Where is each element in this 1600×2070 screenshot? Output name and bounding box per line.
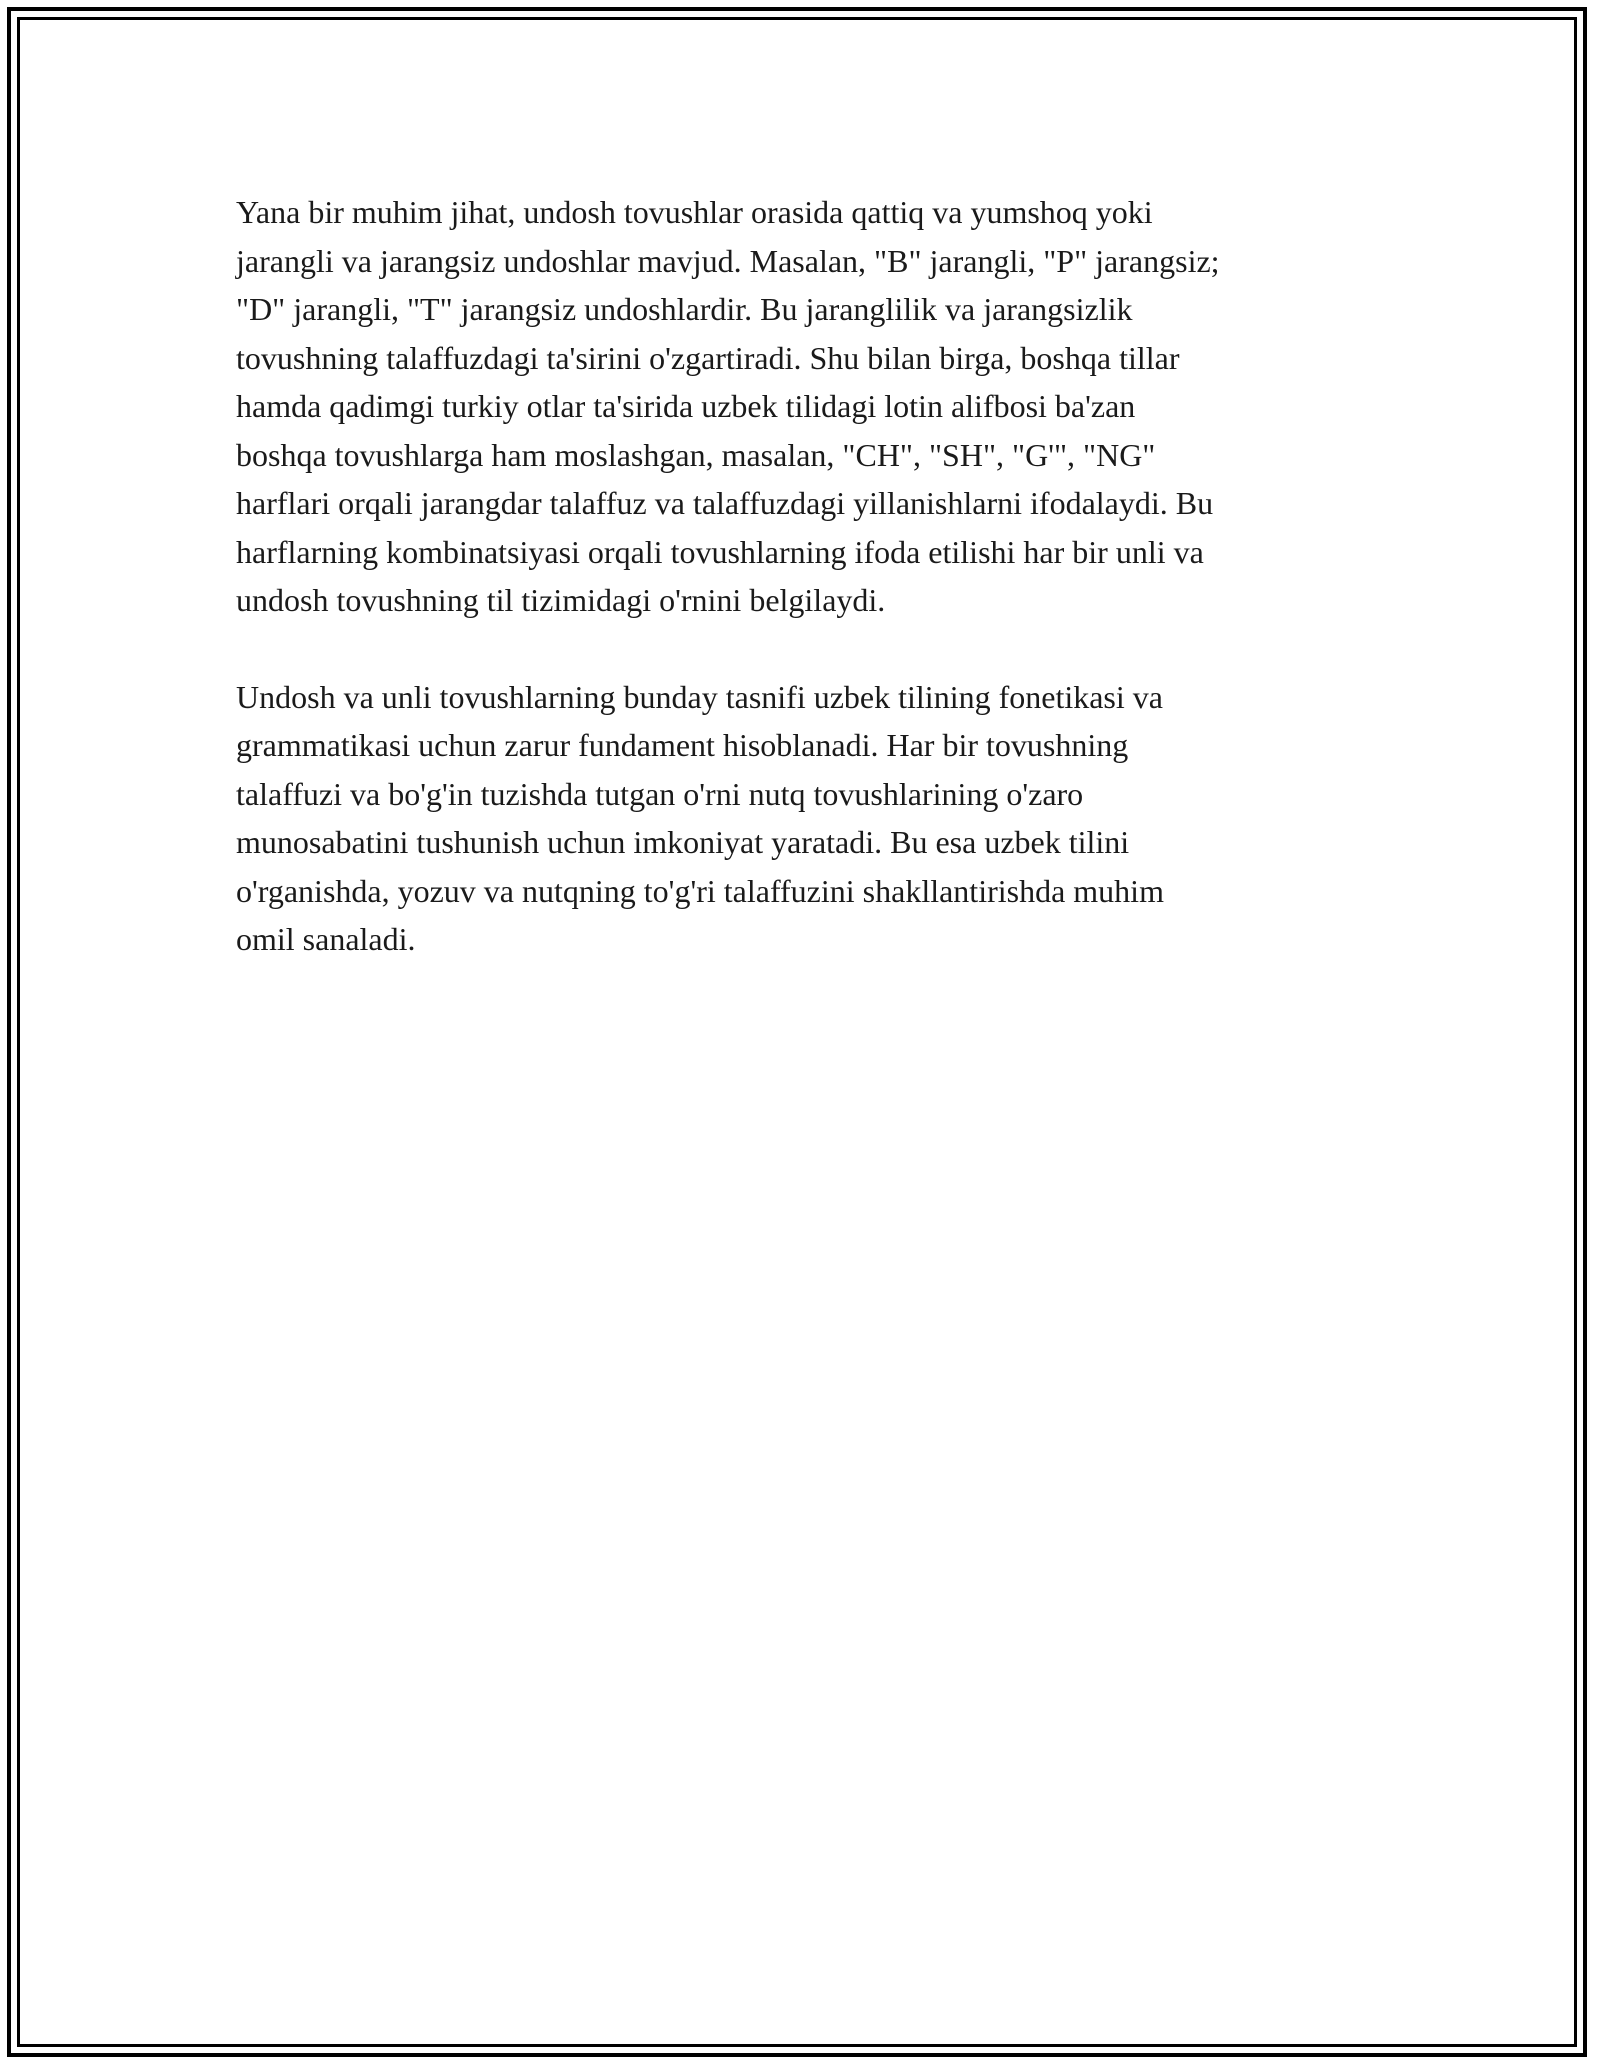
paragraph-1: Yana bir muhim jihat, undosh tovushlar orasida qattiq va yumshoq yoki jarangli va jarangsiz undoshlar mavjud. Masalan, "B" jarangli, "P" jarangsiz; "D" jarangli, "T" jarangsiz undoshlardir. Bu jaranglilik va jarangsizlik tovushning talaffuzdagi ta'sirini o'zgartiradi. Shu bilan birga, boshqa tillar hamda qadimgi turkiy otlar ta'sirida uzbek tilidagi lotin alifbosi ba'zan boshqa tovushlarga ham moslashgan, masalan, "CH", "SH", "G'", "NG" harflari orqali jarangdar talaffuz va talaffuzdagi yillanishlarni ifodalaydi. Bu harflarning kombinatsiyasi orqali tovushlarning ifoda etilishi har bir unli va undosh tovushning til tizimidagi o'rnini belgilaydi.	[236, 194, 1220, 618]
paragraph-2: Undosh va unli tovushlarning bunday tasnifi uzbek tilining fonetikasi va grammatikasi uchun zarur fundament hisoblanadi. Har bir tovushning talaffuzi va bo'g'in tuzishda tutgan o'rni nutq tovushlarining o'zaro munosabatini tushunish uchun imkoniyat yaratadi. Bu esa uzbek tilini o'rganishda, yozuv va nutqning to'g'ri talaffuzini shakllantirishda muhim omil sanaladi.	[236, 678, 1164, 957]
document-body	[236, 188, 1366, 1012]
